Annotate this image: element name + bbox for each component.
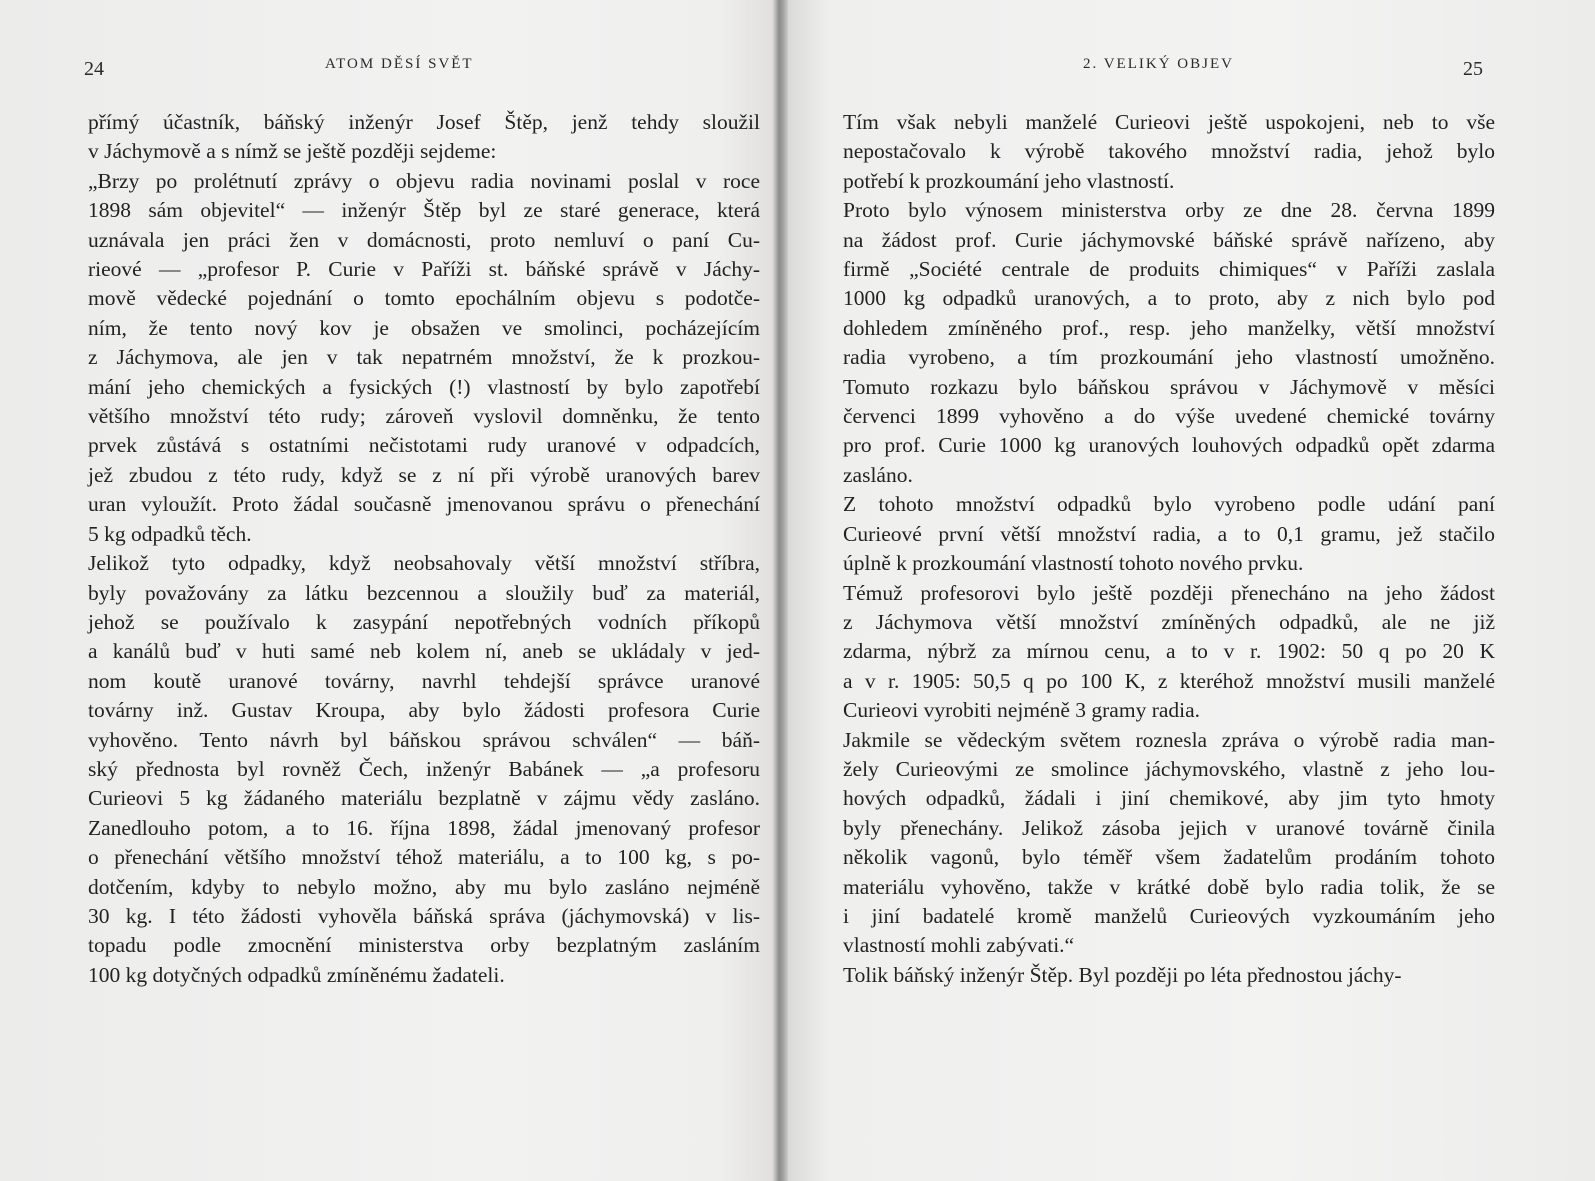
text-line: byly považovány za látku bezcennou a sloužily buď za materiál, [88, 580, 760, 605]
text-line: zasláno. [843, 462, 913, 487]
text-line: 1000 kg odpadků uranových, a to proto, aby z nich bylo pod [843, 286, 1495, 311]
text-line: Témuž profesorovi bylo ještě později přenecháno na jeho žádost [843, 580, 1495, 605]
text-line: uznávala jen práci žen v domácnosti, proto nemluví o paní Cu- [88, 227, 760, 252]
text-line: Jakmile se vědeckým světem roznesla zpráva o výrobě radia man- [843, 727, 1495, 752]
text-line: vlastností mohli zabývati.“ [843, 933, 1075, 958]
text-line: Z tohoto množství odpadků bylo vyrobeno podle udání paní [843, 492, 1495, 517]
text-line: Tolik báňský inženýr Štěp. Byl později po léta přednostou jáchy- [843, 962, 1402, 987]
text-line: továrny inž. Gustav Kroupa, aby bylo žádosti profesora Curie [88, 698, 760, 723]
text-line: 30 kg. I této žádosti vyhověla báňská správa (jáchymovská) v lis- [88, 903, 760, 928]
text-line: mání jeho chemických a fysických (!) vlastností by bylo zapotřebí [88, 374, 760, 399]
text-line: uran vyloužít. Proto žádal současně jmenovanou správu o přenechání [88, 492, 760, 517]
page-number: 25 [1463, 58, 1483, 80]
text-line: žely Curieovými ze smolince jáchymovského, vlastně z jeho lou- [843, 756, 1495, 781]
text-line: ský přednosta byl rovněž Čech, inženýr Babánek — „a profesoru [88, 756, 760, 781]
text-line: prvek zůstává s ostatními nečistotami rudy uranové v odpadcích, [88, 433, 760, 458]
text-line: Proto bylo výnosem ministerstva orby ze dne 28. června 1899 [843, 198, 1495, 223]
text-line: Zanedlouho potom, a to 16. října 1898, žádal jmenovaný profesor [88, 815, 760, 840]
text-line: dotčením, kdyby to nebylo možno, aby mu bylo zasláno nejméně [88, 874, 760, 899]
text-line: několik vagonů, bylo téměř všem žadatelům prodáním tohoto [843, 845, 1495, 870]
page-text [843, 108, 1495, 990]
text-line: v Jáchymově a s nímž se ještě později sejdeme: [88, 139, 497, 164]
right-page [788, 0, 1595, 1181]
text-line: na žádost prof. Curie jáchymovské báňské správě nařízeno, aby [843, 227, 1495, 252]
text-line: materiálu vyhověno, takže v krátké době bylo radia tolik, že se [843, 874, 1495, 899]
text-line: „Brzy po prolétnutí zprávy o objevu radia novinami poslal v roce [88, 168, 760, 193]
text-line: úplně k prozkoumání vlastností tohoto nového prvku. [843, 551, 1304, 576]
running-head: ATOM DĚSÍ SVĚT [325, 56, 474, 72]
text-line: Curieovi vyrobiti nejméně 3 gramy radia. [843, 698, 1201, 723]
text-line: radia vyrobeno, a tím prozkoumání jeho vlastností umožněno. [843, 345, 1495, 370]
text-line: a v r. 1905: 50,5 q po 100 K, z kteréhož množství musili manželé [843, 668, 1495, 693]
text-line: nom koutě uranové továrny, navrhl tehdejší správce uranové [88, 668, 760, 693]
text-line: ním, že tento nový kov je obsažen ve smolinci, pocházejícím [88, 315, 760, 340]
text-line: o přenechání většího množství téhož materiálu, a to 100 kg, s po- [88, 845, 760, 870]
text-line: nepostačovalo k výrobě takového množství radia, jehož bylo [843, 139, 1495, 164]
text-line: Jelikož tyto odpadky, když neobsahovaly větší množství stříbra, [88, 551, 760, 576]
text-line: hových odpadků, žádali i jiní chemikové, aby jim tyto hmoty [843, 786, 1495, 811]
text-line: byly přenechány. Jelikož zásoba jejich v uranové továrně činila [843, 815, 1495, 840]
text-line: vyhověno. Tento návrh byl báňskou správou schválen“ — báň- [88, 727, 760, 752]
text-line: pro prof. Curie 1000 kg uranových louhových odpadků opět zdarma [843, 433, 1495, 458]
text-line: mově vědecké pojednání o tomto epochálním objevu s podotče- [88, 286, 760, 311]
page-number: 24 [84, 58, 104, 80]
text-line: topadu podle zmocnění ministerstva orby bezplatným zasláním [88, 933, 760, 958]
left-page [0, 0, 772, 1181]
text-line: 5 kg odpadků těch. [88, 521, 252, 546]
text-line: červenci 1899 vyhověno a do výše uvedené chemické továrny [843, 404, 1495, 429]
text-line: přímý účastník, báňský inženýr Josef Štěp, jenž tehdy sloužil [88, 110, 760, 134]
text-line: 100 kg dotyčných odpadků zmíněnému žadateli. [88, 962, 505, 987]
text-line: Curieové první větší množství radia, a to 0,1 gramu, jež stačilo [843, 521, 1495, 546]
text-line: dohledem zmíněného prof., resp. jeho manželky, větší množství [843, 315, 1495, 340]
page-text [88, 108, 760, 990]
text-line: i jiní badatelé kromě manželů Curieových vyzkoumáním jeho [843, 903, 1495, 928]
text-line: z Jáchymova větší množství zmíněných odpadků, ale ne již [843, 609, 1495, 634]
text-line: a kanálů buď v huti samé neb kolem ní, aneb se ukládaly v jed- [88, 639, 760, 664]
text-line: Curieovi 5 kg žádaného materiálu bezplatně v zájmu vědy zasláno. [88, 786, 760, 811]
text-line: firmě „Société centrale de produits chimiques“ v Paříži zaslala [843, 257, 1495, 282]
book-gutter [772, 0, 788, 1181]
text-line: rieové — „profesor P. Curie v Paříži st. báňské správě v Jáchy- [88, 257, 760, 282]
text-line: jež zbudou z této rudy, když se z ní při výrobě uranových barev [88, 462, 760, 487]
text-line: z Jáchymova, ale jen v tak nepatrném množství, že k prozkou- [88, 345, 760, 370]
text-line: většího množství této rudy; zároveň vyslovil domněnku, že tento [88, 404, 760, 429]
text-line: zdarma, nýbrž za mírnou cenu, a to v r. 1902: 50 q po 20 K [843, 639, 1495, 664]
text-line: jehož se používalo k zasypání nepotřebných vodních příkopů [88, 609, 760, 634]
text-line: Tomuto rozkazu bylo báňskou správou v Jáchymově v měsíci [843, 374, 1495, 399]
text-line: Tím však nebyli manželé Curieovi ještě uspokojeni, neb to vše [843, 110, 1495, 134]
text-line: potřebí k prozkoumání jeho vlastností. [843, 168, 1175, 193]
text-line: 1898 sám objevitel“ — inženýr Štěp byl ze staré generace, která [88, 198, 760, 223]
running-head: 2. VELIKÝ OBJEV [1083, 56, 1234, 72]
